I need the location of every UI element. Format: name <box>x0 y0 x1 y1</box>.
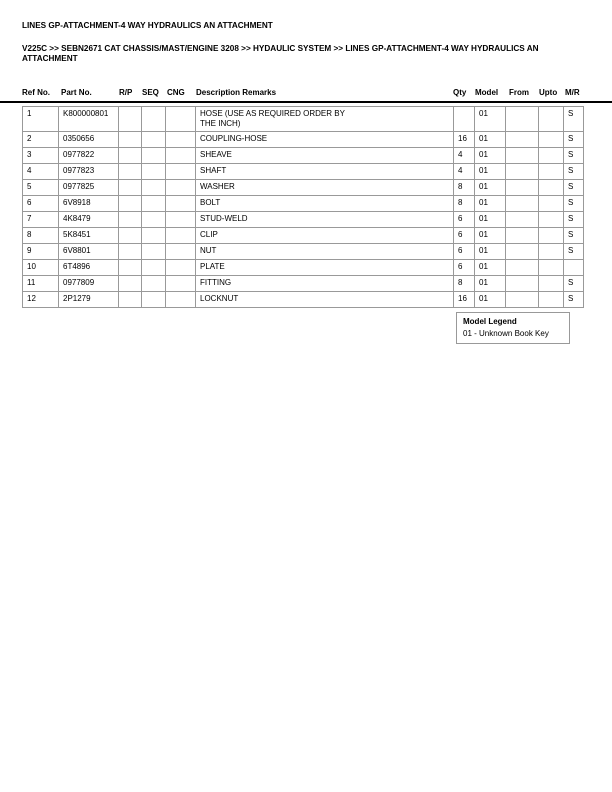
cell-mr: S <box>564 292 584 308</box>
cell-empty <box>166 148 196 164</box>
cell-ref: 8 <box>23 228 59 244</box>
cell-model: 01 <box>475 180 506 196</box>
cell-part: 0977809 <box>59 276 119 292</box>
cell-empty <box>539 244 564 260</box>
cell-empty <box>119 244 142 260</box>
cell-part: 0350656 <box>59 132 119 148</box>
cell-mr: S <box>564 196 584 212</box>
cell-model: 01 <box>475 107 506 132</box>
cell-part: K800000801 <box>59 107 119 132</box>
cell-empty <box>506 276 539 292</box>
cell-part: 2P1279 <box>59 292 119 308</box>
cell-mr: S <box>564 228 584 244</box>
header-from: From <box>509 88 529 97</box>
cell-empty <box>142 132 166 148</box>
header-rp: R/P <box>119 88 133 97</box>
cell-empty <box>142 260 166 276</box>
cell-empty <box>539 276 564 292</box>
cell-ref: 6 <box>23 196 59 212</box>
header-part: Part No. <box>61 88 92 97</box>
cell-desc: FITTING <box>196 276 454 292</box>
cell-empty <box>506 132 539 148</box>
cell-desc: STUD-WELD <box>196 212 454 228</box>
cell-qty <box>454 107 475 132</box>
cell-part: 6V8918 <box>59 196 119 212</box>
cell-empty <box>119 132 142 148</box>
cell-empty <box>166 180 196 196</box>
cell-ref: 3 <box>23 148 59 164</box>
cell-empty <box>539 180 564 196</box>
cell-desc: NUT <box>196 244 454 260</box>
cell-empty <box>142 244 166 260</box>
cell-desc: SHEAVE <box>196 148 454 164</box>
cell-part: 0977822 <box>59 148 119 164</box>
cell-empty <box>166 276 196 292</box>
table-row <box>23 212 584 228</box>
cell-qty: 4 <box>454 164 475 180</box>
cell-desc: LOCKNUT <box>196 292 454 308</box>
model-legend <box>456 312 570 344</box>
cell-empty <box>142 228 166 244</box>
cell-empty <box>166 132 196 148</box>
header-mr: M/R <box>565 88 580 97</box>
cell-mr: S <box>564 212 584 228</box>
cell-empty <box>506 164 539 180</box>
cell-empty <box>119 180 142 196</box>
cell-mr: S <box>564 132 584 148</box>
header-upto: Upto <box>539 88 558 97</box>
cell-ref: 2 <box>23 132 59 148</box>
cell-mr: S <box>564 107 584 132</box>
cell-mr: S <box>564 180 584 196</box>
cell-empty <box>166 244 196 260</box>
header-ref: Ref No. <box>22 88 50 97</box>
cell-mr <box>564 260 584 276</box>
cell-qty: 6 <box>454 244 475 260</box>
legend-title: Model Legend <box>463 317 517 326</box>
cell-empty <box>506 180 539 196</box>
cell-empty <box>142 180 166 196</box>
cell-empty <box>539 228 564 244</box>
cell-qty: 16 <box>454 292 475 308</box>
cell-empty <box>539 164 564 180</box>
cell-empty <box>506 148 539 164</box>
cell-empty <box>119 164 142 180</box>
table-row <box>23 107 584 132</box>
cell-empty <box>119 292 142 308</box>
cell-ref: 4 <box>23 164 59 180</box>
cell-ref: 11 <box>23 276 59 292</box>
table-row <box>23 180 584 196</box>
cell-empty <box>142 276 166 292</box>
cell-desc: HOSE (USE AS REQUIRED ORDER BY THE INCH) <box>196 107 454 132</box>
cell-qty: 8 <box>454 180 475 196</box>
cell-part: 4K8479 <box>59 212 119 228</box>
table-row <box>23 164 584 180</box>
cell-desc: BOLT <box>196 196 454 212</box>
breadcrumb: V225C >> SEBN2671 CAT CHASSIS/MAST/ENGINE 3208 >> HYDAULIC SYSTEM >> LINES GP-ATTACHMENT-4 WAY HYDRAULICS AN ATTACHMENT <box>22 44 539 63</box>
cell-ref: 12 <box>23 292 59 308</box>
cell-desc: WASHER <box>196 180 454 196</box>
cell-part: 0977823 <box>59 164 119 180</box>
cell-model: 01 <box>475 164 506 180</box>
cell-qty: 8 <box>454 276 475 292</box>
cell-empty <box>506 196 539 212</box>
table-row <box>23 260 584 276</box>
cell-model: 01 <box>475 212 506 228</box>
cell-empty <box>166 292 196 308</box>
cell-empty <box>506 212 539 228</box>
cell-empty <box>142 196 166 212</box>
cell-model: 01 <box>475 196 506 212</box>
cell-empty <box>166 164 196 180</box>
cell-empty <box>539 260 564 276</box>
cell-desc: COUPLING-HOSE <box>196 132 454 148</box>
header-cng: CNG <box>167 88 185 97</box>
cell-mr: S <box>564 148 584 164</box>
cell-qty: 6 <box>454 260 475 276</box>
cell-empty <box>539 292 564 308</box>
cell-part: 0977825 <box>59 180 119 196</box>
cell-qty: 4 <box>454 148 475 164</box>
cell-empty <box>166 260 196 276</box>
cell-qty: 8 <box>454 196 475 212</box>
parts-table <box>22 106 584 308</box>
cell-model: 01 <box>475 260 506 276</box>
header-divider <box>0 101 612 103</box>
cell-empty <box>119 260 142 276</box>
cell-qty: 16 <box>454 132 475 148</box>
table-row <box>23 244 584 260</box>
cell-empty <box>119 276 142 292</box>
cell-empty <box>506 228 539 244</box>
cell-empty <box>119 107 142 132</box>
cell-empty <box>119 148 142 164</box>
cell-desc: CLIP <box>196 228 454 244</box>
cell-empty <box>142 148 166 164</box>
table-header <box>0 88 612 100</box>
cell-ref: 9 <box>23 244 59 260</box>
cell-model: 01 <box>475 148 506 164</box>
cell-empty <box>142 212 166 228</box>
cell-empty <box>119 212 142 228</box>
header-qty: Qty <box>453 88 467 97</box>
cell-qty: 6 <box>454 212 475 228</box>
cell-empty <box>119 228 142 244</box>
cell-model: 01 <box>475 228 506 244</box>
table-row <box>23 132 584 148</box>
cell-empty <box>142 292 166 308</box>
cell-mr: S <box>564 276 584 292</box>
cell-empty <box>142 164 166 180</box>
cell-empty <box>166 212 196 228</box>
cell-empty <box>506 107 539 132</box>
table-row <box>23 228 584 244</box>
cell-model: 01 <box>475 244 506 260</box>
table-row <box>23 196 584 212</box>
cell-mr: S <box>564 164 584 180</box>
cell-model: 01 <box>475 276 506 292</box>
cell-qty: 6 <box>454 228 475 244</box>
header-desc: Description Remarks <box>196 88 277 97</box>
cell-empty <box>539 196 564 212</box>
cell-ref: 7 <box>23 212 59 228</box>
cell-ref: 10 <box>23 260 59 276</box>
header-seq: SEQ <box>142 88 159 97</box>
cell-ref: 1 <box>23 107 59 132</box>
page-title: LINES GP-ATTACHMENT-4 WAY HYDRAULICS AN ATTACHMENT <box>22 21 273 30</box>
cell-empty <box>506 292 539 308</box>
cell-empty <box>119 196 142 212</box>
header-model: Model <box>475 88 499 97</box>
cell-empty <box>539 148 564 164</box>
cell-mr: S <box>564 244 584 260</box>
cell-part: 6V8801 <box>59 244 119 260</box>
cell-part: 5K8451 <box>59 228 119 244</box>
cell-empty <box>142 107 166 132</box>
cell-ref: 5 <box>23 180 59 196</box>
table-row <box>23 292 584 308</box>
cell-empty <box>539 132 564 148</box>
legend-entry: 01 - Unknown Book Key <box>463 329 549 338</box>
cell-desc: SHAFT <box>196 164 454 180</box>
cell-model: 01 <box>475 132 506 148</box>
cell-part: 6T4896 <box>59 260 119 276</box>
table-row <box>23 148 584 164</box>
cell-empty <box>166 107 196 132</box>
cell-model: 01 <box>475 292 506 308</box>
cell-empty <box>166 228 196 244</box>
cell-desc: PLATE <box>196 260 454 276</box>
cell-empty <box>506 260 539 276</box>
table-row <box>23 276 584 292</box>
cell-empty <box>166 196 196 212</box>
cell-empty <box>539 107 564 132</box>
cell-empty <box>539 212 564 228</box>
cell-empty <box>506 244 539 260</box>
